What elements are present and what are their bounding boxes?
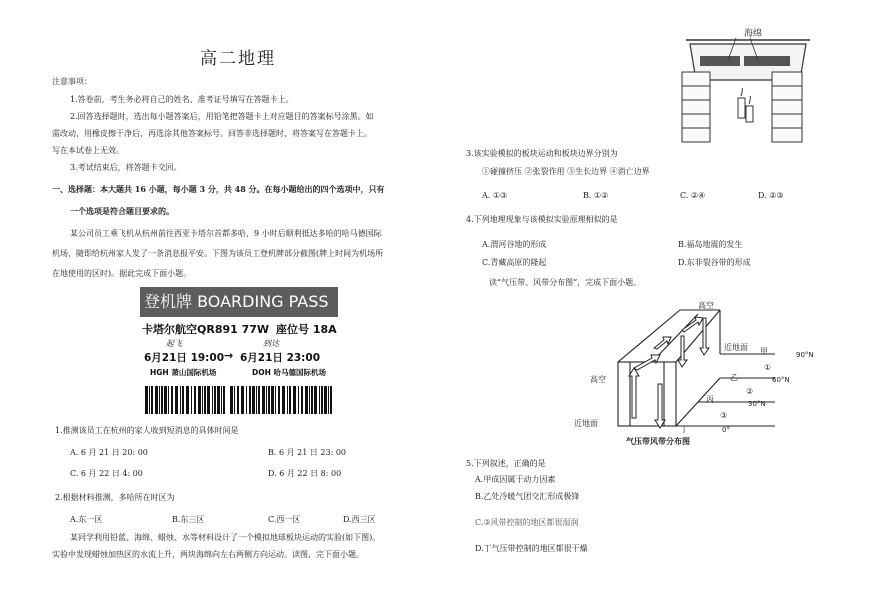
pressure-wind-belt-diagram (570, 300, 820, 450)
q2-option-c: C.西一区 (268, 515, 301, 524)
label-high-altitude-top: 高空 (698, 301, 714, 310)
label-surface-right: 近地面 (724, 343, 748, 352)
notice-item: 写在本试卷上无效。 (52, 146, 124, 155)
label-belt-2: ② (746, 387, 754, 396)
question-2-stem: 2.根据材料推测，多哈所在时区为 (55, 493, 175, 502)
diagram-caption: 气压带风带分布图 (626, 437, 690, 446)
sponge-label: 海绵 (744, 29, 763, 39)
q3-option-d: D. ②③ (758, 191, 784, 200)
section-heading-cont: 一个选项是符合题目要求的。 (70, 206, 174, 216)
q4-option-c: C.青藏高原的隆起 (482, 258, 547, 267)
q1-option-d: D. 6 月 22 日 8: 00 (268, 469, 342, 478)
notice-heading: 注意事项： (52, 77, 92, 86)
arrive-time: 6月21日 23:00 (240, 352, 320, 364)
passage-line: 某公司员工乘飞机从杭州前往西亚卡塔尔首都多哈，9 小时后顺利抵达多哈的哈马德国际 (70, 229, 382, 238)
label-ding: 丁 (680, 425, 688, 434)
passage-line: 在地使用的区时)。据此完成下面小题。 (52, 269, 192, 278)
label-yi: 乙 (730, 373, 738, 382)
q4-option-d: D.东非裂谷带的形成 (678, 258, 751, 267)
question-1-stem: 1.推测该员工在杭州的家人收到短消息的具体时间是 (55, 426, 239, 435)
q2-option-a: A.东一区 (70, 515, 103, 524)
label-belt-1: ① (764, 363, 772, 372)
passage-line: 实验中发现蜡烛加热区的水流上升，两块海绵向左右两侧方向运动。读图，完下面小题。 (52, 550, 364, 559)
q3-option-b: B. ①② (583, 191, 609, 200)
arrive-airport: DOH 哈马德国际机场 (252, 368, 326, 377)
label-bing: 丙 (706, 395, 714, 404)
q5-option-d: D.丁气压带控制的地区都很干燥 (475, 544, 588, 553)
notice-item: 1.答卷前，考生务必将自己的姓名、准考证号填写在答题卡上。 (70, 95, 294, 104)
q5-intro: 读“气压带、风带分布图”，完成下面小题。 (489, 278, 642, 287)
q1-option-b: B. 6 月 21 日 23: 00 (268, 448, 347, 457)
question-3-stem: 3.该实验模拟的板块运动和板块边界分别为 (466, 149, 618, 158)
q4-option-a: A.渭河谷地的形成 (482, 240, 547, 249)
sponge-right (744, 56, 790, 66)
q1-option-a: A. 6 月 21 日 20: 00 (70, 448, 148, 457)
label-high-altitude-left: 高空 (590, 375, 606, 384)
label-lat-30: 30°N (748, 400, 766, 408)
page-title: 高二地理 (200, 49, 276, 69)
notice-item: 需改动，用橡皮擦干净后，再选涂其他答案标号。回答非选择题时，将答案写在答题卡上。 (52, 129, 372, 138)
q1-option-c: C. 6 月 22 日 4: 00 (70, 469, 143, 478)
arrow-icon: → (224, 349, 234, 362)
sponge-left (700, 56, 740, 66)
q5-option-c: C.③风带控制的地区都很湿润 (475, 518, 579, 527)
section-heading: 一、选择题：本大题共 16 小题，每小题 3 分，共 48 分。在每小题给出的四个选项中，只有 (52, 184, 385, 194)
label-jia: 甲 (760, 347, 768, 356)
q4-option-b: B.福岛地震的发生 (678, 240, 743, 249)
notice-item: 3.考试结束后，将答题卡交回。 (70, 163, 182, 172)
flight-number: 卡塔尔航空QR891 77W (142, 323, 270, 336)
q2-option-d: D.西三区 (343, 515, 376, 524)
depart-label: 起飞 (166, 339, 182, 348)
q5-option-a: A.甲成因属于动力因素 (475, 475, 556, 484)
q3-option-c: C. ②④ (680, 191, 706, 200)
question-5-stem: 5.下列叙述，正确的是 (466, 459, 546, 468)
depart-airport: HGH 萧山国际机场 (150, 368, 217, 377)
q5-option-b: B.乙处冷暖气团交汇形成极锋 (475, 492, 580, 501)
passage-line: 某同学利用铅蓝、海绵、蜡烛、水等材料设计了一个模拟地球板块运动的实验(如下图)。 (70, 533, 381, 542)
q2-option-b: B.东三区 (172, 515, 205, 524)
notice-item: 2.回答选择题时，选出每小题答案后，用铅笔把答题卡上对应题目的答案标号涂黑。如 (70, 112, 374, 121)
seat-number: 座位号 18A (276, 323, 337, 336)
label-belt-3: ③ (720, 411, 728, 420)
label-lat-0: 0° (722, 426, 730, 434)
barcode-left (145, 386, 225, 414)
arrive-label: 到达 (263, 339, 279, 348)
barcode-right (230, 386, 335, 414)
depart-time: 6月21日 19:00 (144, 352, 224, 364)
label-lat-90: 90°N (796, 351, 814, 359)
question-4-stem: 4.下列地理现象与该模拟实验原理相似的是 (466, 215, 618, 224)
q3-option-a: A. ①③ (482, 191, 508, 200)
label-lat-60: 60°N (772, 376, 790, 384)
passage-line: 机场，随即给杭州家人发了一条消息报平安。下图为该员工登机牌部分截图(牌上时间为机场所 (52, 249, 384, 258)
q3-statement-list: ①碰撞挤压 ②张裂作用 ③生长边界 ④消亡边界 (482, 167, 650, 176)
boarding-pass-header: 登机牌 BOARDING PASS (140, 287, 338, 317)
label-surface-left: 近地面 (574, 419, 598, 428)
experiment-illustration (676, 22, 811, 146)
